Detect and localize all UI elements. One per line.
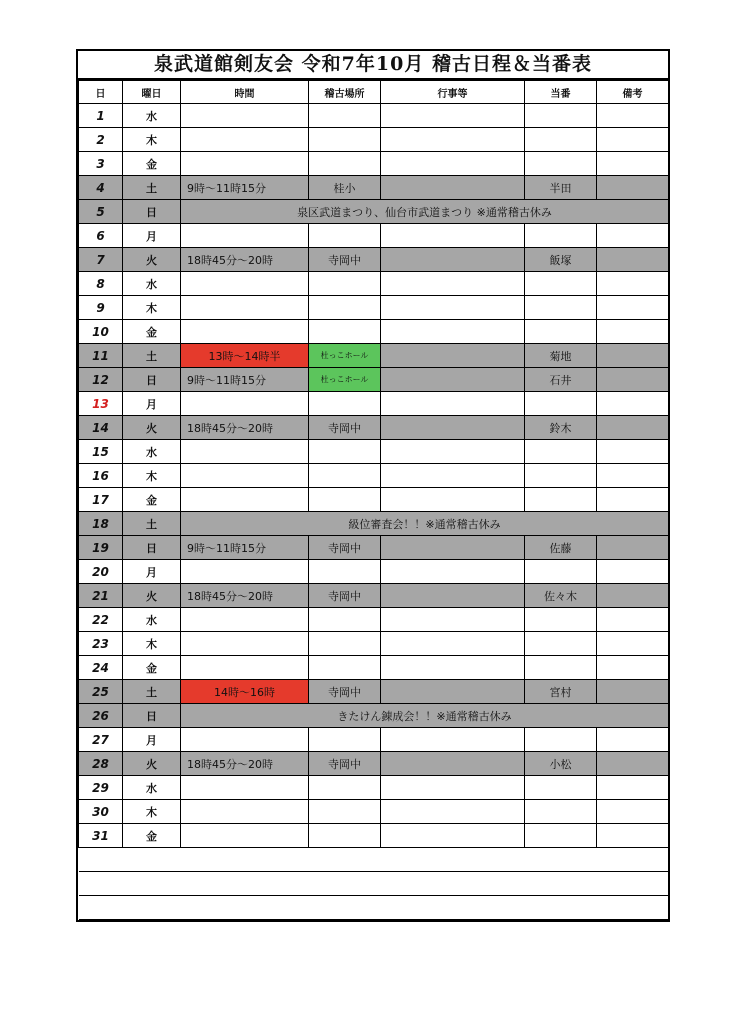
table-row <box>79 824 669 848</box>
event-cell <box>381 440 525 464</box>
remarks-cell <box>597 296 669 320</box>
place-cell: 寺岡中 <box>309 536 381 560</box>
day-cell: 16 <box>79 464 123 488</box>
weekday-cell: 水 <box>123 776 181 800</box>
blank-cell <box>79 848 669 872</box>
remarks-cell <box>597 656 669 680</box>
event-cell <box>381 656 525 680</box>
event-cell <box>381 560 525 584</box>
duty-cell <box>525 608 597 632</box>
time-cell <box>181 128 309 152</box>
duty-cell <box>525 224 597 248</box>
duty-cell <box>525 464 597 488</box>
day-cell: 8 <box>79 272 123 296</box>
weekday-cell: 月 <box>123 728 181 752</box>
weekday-cell: 日 <box>123 368 181 392</box>
table-row <box>79 152 669 176</box>
day-cell: 12 <box>79 368 123 392</box>
blank-row <box>79 872 669 896</box>
place-cell <box>309 272 381 296</box>
table-row <box>79 656 669 680</box>
weekday-cell: 火 <box>123 584 181 608</box>
remarks-cell <box>597 440 669 464</box>
duty-cell: 菊地 <box>525 344 597 368</box>
time-cell: 9時～11時15分 <box>181 536 309 560</box>
event-cell <box>381 752 525 776</box>
place-cell: 杜っこホール <box>309 344 381 368</box>
time-cell <box>181 488 309 512</box>
remarks-cell <box>597 176 669 200</box>
duty-cell: 飯塚 <box>525 248 597 272</box>
day-cell: 5 <box>79 200 123 224</box>
day-cell: 15 <box>79 440 123 464</box>
event-cell <box>381 272 525 296</box>
weekday-cell: 日 <box>123 200 181 224</box>
weekday-cell: 木 <box>123 128 181 152</box>
duty-cell <box>525 488 597 512</box>
event-cell <box>381 536 525 560</box>
table-row <box>79 800 669 824</box>
table-row <box>79 200 669 224</box>
day-cell: 2 <box>79 128 123 152</box>
event-cell <box>381 800 525 824</box>
duty-cell <box>525 320 597 344</box>
event-cell <box>381 152 525 176</box>
schedule-sheet <box>76 49 670 922</box>
day-cell: 9 <box>79 296 123 320</box>
place-cell: 桂小 <box>309 176 381 200</box>
duty-cell <box>525 824 597 848</box>
time-cell <box>181 632 309 656</box>
weekday-cell: 土 <box>123 512 181 536</box>
event-cell <box>381 824 525 848</box>
event-cell <box>381 608 525 632</box>
remarks-cell <box>597 224 669 248</box>
duty-cell <box>525 440 597 464</box>
day-cell: 28 <box>79 752 123 776</box>
duty-cell <box>525 392 597 416</box>
event-cell <box>381 296 525 320</box>
table-row <box>79 392 669 416</box>
event-cell <box>381 680 525 704</box>
day-cell: 13 <box>79 392 123 416</box>
weekday-cell: 金 <box>123 488 181 512</box>
weekday-cell: 土 <box>123 176 181 200</box>
time-cell: 9時～11時15分 <box>181 176 309 200</box>
day-cell: 7 <box>79 248 123 272</box>
weekday-cell: 金 <box>123 152 181 176</box>
day-cell: 25 <box>79 680 123 704</box>
time-cell: 18時45分～20時 <box>181 752 309 776</box>
table-row <box>79 632 669 656</box>
table-row <box>79 752 669 776</box>
day-cell: 26 <box>79 704 123 728</box>
duty-cell <box>525 728 597 752</box>
duty-cell: 小松 <box>525 752 597 776</box>
duty-cell <box>525 632 597 656</box>
blank-rows <box>79 848 669 920</box>
event-cell <box>381 728 525 752</box>
duty-cell: 宮村 <box>525 680 597 704</box>
weekday-cell: 月 <box>123 560 181 584</box>
time-cell <box>181 440 309 464</box>
event-cell <box>381 248 525 272</box>
time-cell <box>181 728 309 752</box>
day-cell: 6 <box>79 224 123 248</box>
duty-cell <box>525 296 597 320</box>
event-note-cell: 泉区武道まつり、仙台市武道まつり ※通常稽古休み <box>181 200 669 224</box>
event-note-cell: きたけん錬成会！！※通常稽古休み <box>181 704 669 728</box>
duty-cell: 半田 <box>525 176 597 200</box>
duty-cell <box>525 272 597 296</box>
remarks-cell <box>597 128 669 152</box>
place-cell: 寺岡中 <box>309 416 381 440</box>
header-time: 時間 <box>181 81 309 104</box>
duty-cell <box>525 104 597 128</box>
place-cell <box>309 728 381 752</box>
place-cell <box>309 224 381 248</box>
remarks-cell <box>597 320 669 344</box>
event-cell <box>381 584 525 608</box>
place-cell: 寺岡中 <box>309 584 381 608</box>
time-cell <box>181 224 309 248</box>
event-cell <box>381 176 525 200</box>
place-cell: 寺岡中 <box>309 680 381 704</box>
remarks-cell <box>597 824 669 848</box>
duty-cell <box>525 656 597 680</box>
place-cell: 寺岡中 <box>309 752 381 776</box>
event-cell <box>381 416 525 440</box>
day-cell: 18 <box>79 512 123 536</box>
place-cell: 杜っこホール <box>309 368 381 392</box>
duty-cell <box>525 776 597 800</box>
header-event: 行事等 <box>381 81 525 104</box>
day-cell: 17 <box>79 488 123 512</box>
weekday-cell: 土 <box>123 680 181 704</box>
header-day: 日 <box>79 81 123 104</box>
day-cell: 10 <box>79 320 123 344</box>
blank-cell <box>79 872 669 896</box>
remarks-cell <box>597 776 669 800</box>
table-row <box>79 488 669 512</box>
schedule-rows <box>79 104 669 848</box>
remarks-cell <box>597 368 669 392</box>
place-cell <box>309 104 381 128</box>
remarks-cell <box>597 632 669 656</box>
time-cell <box>181 272 309 296</box>
weekday-cell: 日 <box>123 704 181 728</box>
event-note-cell: 級位審査会！！※通常稽古休み <box>181 512 669 536</box>
duty-cell <box>525 128 597 152</box>
table-row <box>79 464 669 488</box>
remarks-cell <box>597 800 669 824</box>
remarks-cell <box>597 464 669 488</box>
table-row <box>79 704 669 728</box>
table-row <box>79 416 669 440</box>
table-row <box>79 536 669 560</box>
weekday-cell: 水 <box>123 272 181 296</box>
header-duty: 当番 <box>525 81 597 104</box>
remarks-cell <box>597 104 669 128</box>
time-cell <box>181 152 309 176</box>
remarks-cell <box>597 344 669 368</box>
time-cell <box>181 608 309 632</box>
table-row <box>79 584 669 608</box>
day-cell: 14 <box>79 416 123 440</box>
table-row <box>79 560 669 584</box>
duty-cell: 佐藤 <box>525 536 597 560</box>
table-row <box>79 296 669 320</box>
time-cell <box>181 560 309 584</box>
time-cell: 9時～11時15分 <box>181 368 309 392</box>
day-cell: 23 <box>79 632 123 656</box>
duty-cell: 鈴木 <box>525 416 597 440</box>
weekday-cell: 木 <box>123 296 181 320</box>
place-cell <box>309 776 381 800</box>
table-row <box>79 776 669 800</box>
place-cell <box>309 656 381 680</box>
remarks-cell <box>597 680 669 704</box>
weekday-cell: 水 <box>123 608 181 632</box>
place-cell <box>309 608 381 632</box>
duty-cell <box>525 152 597 176</box>
remarks-cell <box>597 152 669 176</box>
place-cell <box>309 320 381 344</box>
day-cell: 24 <box>79 656 123 680</box>
time-cell <box>181 776 309 800</box>
place-cell <box>309 152 381 176</box>
weekday-cell: 日 <box>123 536 181 560</box>
place-cell <box>309 560 381 584</box>
table-row <box>79 680 669 704</box>
place-cell <box>309 464 381 488</box>
table-row <box>79 608 669 632</box>
remarks-cell <box>597 560 669 584</box>
event-cell <box>381 776 525 800</box>
remarks-cell <box>597 728 669 752</box>
weekday-cell: 水 <box>123 440 181 464</box>
day-cell: 20 <box>79 560 123 584</box>
weekday-cell: 火 <box>123 752 181 776</box>
table-row <box>79 176 669 200</box>
header-place: 稽古場所 <box>309 81 381 104</box>
place-cell <box>309 128 381 152</box>
day-cell: 29 <box>79 776 123 800</box>
remarks-cell <box>597 272 669 296</box>
duty-cell <box>525 800 597 824</box>
duty-cell: 佐々木 <box>525 584 597 608</box>
duty-cell: 石井 <box>525 368 597 392</box>
weekday-cell: 水 <box>123 104 181 128</box>
table-row <box>79 104 669 128</box>
event-cell <box>381 128 525 152</box>
remarks-cell <box>597 392 669 416</box>
time-cell <box>181 320 309 344</box>
day-cell: 19 <box>79 536 123 560</box>
time-cell <box>181 656 309 680</box>
day-cell: 1 <box>79 104 123 128</box>
event-cell <box>381 344 525 368</box>
time-cell: 18時45分～20時 <box>181 416 309 440</box>
table-row <box>79 368 669 392</box>
place-cell <box>309 632 381 656</box>
event-cell <box>381 464 525 488</box>
place-cell <box>309 440 381 464</box>
table-row <box>79 440 669 464</box>
table-row <box>79 224 669 248</box>
day-cell: 27 <box>79 728 123 752</box>
weekday-cell: 木 <box>123 800 181 824</box>
header-row <box>79 81 669 104</box>
remarks-cell <box>597 416 669 440</box>
day-cell: 11 <box>79 344 123 368</box>
day-cell: 22 <box>79 608 123 632</box>
event-cell <box>381 488 525 512</box>
time-cell <box>181 104 309 128</box>
page-title: 泉武道館剣友会 令和7年10月 稽古日程＆当番表 <box>78 51 668 80</box>
event-cell <box>381 368 525 392</box>
time-cell: 18時45分～20時 <box>181 584 309 608</box>
blank-cell <box>79 896 669 920</box>
table-row <box>79 128 669 152</box>
remarks-cell <box>597 488 669 512</box>
table-row <box>79 344 669 368</box>
place-cell <box>309 824 381 848</box>
blank-row <box>79 848 669 872</box>
weekday-cell: 金 <box>123 656 181 680</box>
table-row <box>79 272 669 296</box>
header-weekday: 曜日 <box>123 81 181 104</box>
day-cell: 31 <box>79 824 123 848</box>
table-row <box>79 728 669 752</box>
time-cell <box>181 800 309 824</box>
schedule-table <box>78 80 669 920</box>
day-cell: 21 <box>79 584 123 608</box>
remarks-cell <box>597 608 669 632</box>
remarks-cell <box>597 536 669 560</box>
event-cell <box>381 320 525 344</box>
header-remarks: 備考 <box>597 81 669 104</box>
weekday-cell: 木 <box>123 464 181 488</box>
event-cell <box>381 632 525 656</box>
day-cell: 4 <box>79 176 123 200</box>
time-cell: 18時45分～20時 <box>181 248 309 272</box>
place-cell: 寺岡中 <box>309 248 381 272</box>
time-cell <box>181 824 309 848</box>
weekday-cell: 木 <box>123 632 181 656</box>
weekday-cell: 土 <box>123 344 181 368</box>
duty-cell <box>525 560 597 584</box>
weekday-cell: 火 <box>123 416 181 440</box>
day-cell: 30 <box>79 800 123 824</box>
remarks-cell <box>597 248 669 272</box>
day-cell: 3 <box>79 152 123 176</box>
weekday-cell: 月 <box>123 224 181 248</box>
remarks-cell <box>597 584 669 608</box>
time-cell <box>181 464 309 488</box>
time-cell: 13時～14時半 <box>181 344 309 368</box>
place-cell <box>309 488 381 512</box>
weekday-cell: 月 <box>123 392 181 416</box>
place-cell <box>309 296 381 320</box>
table-row <box>79 248 669 272</box>
weekday-cell: 金 <box>123 320 181 344</box>
weekday-cell: 金 <box>123 824 181 848</box>
table-row <box>79 512 669 536</box>
event-cell <box>381 104 525 128</box>
time-cell <box>181 392 309 416</box>
table-row <box>79 320 669 344</box>
time-cell: 14時～16時 <box>181 680 309 704</box>
weekday-cell: 火 <box>123 248 181 272</box>
event-cell <box>381 224 525 248</box>
event-cell <box>381 392 525 416</box>
blank-row <box>79 896 669 920</box>
time-cell <box>181 296 309 320</box>
place-cell <box>309 800 381 824</box>
remarks-cell <box>597 752 669 776</box>
place-cell <box>309 392 381 416</box>
